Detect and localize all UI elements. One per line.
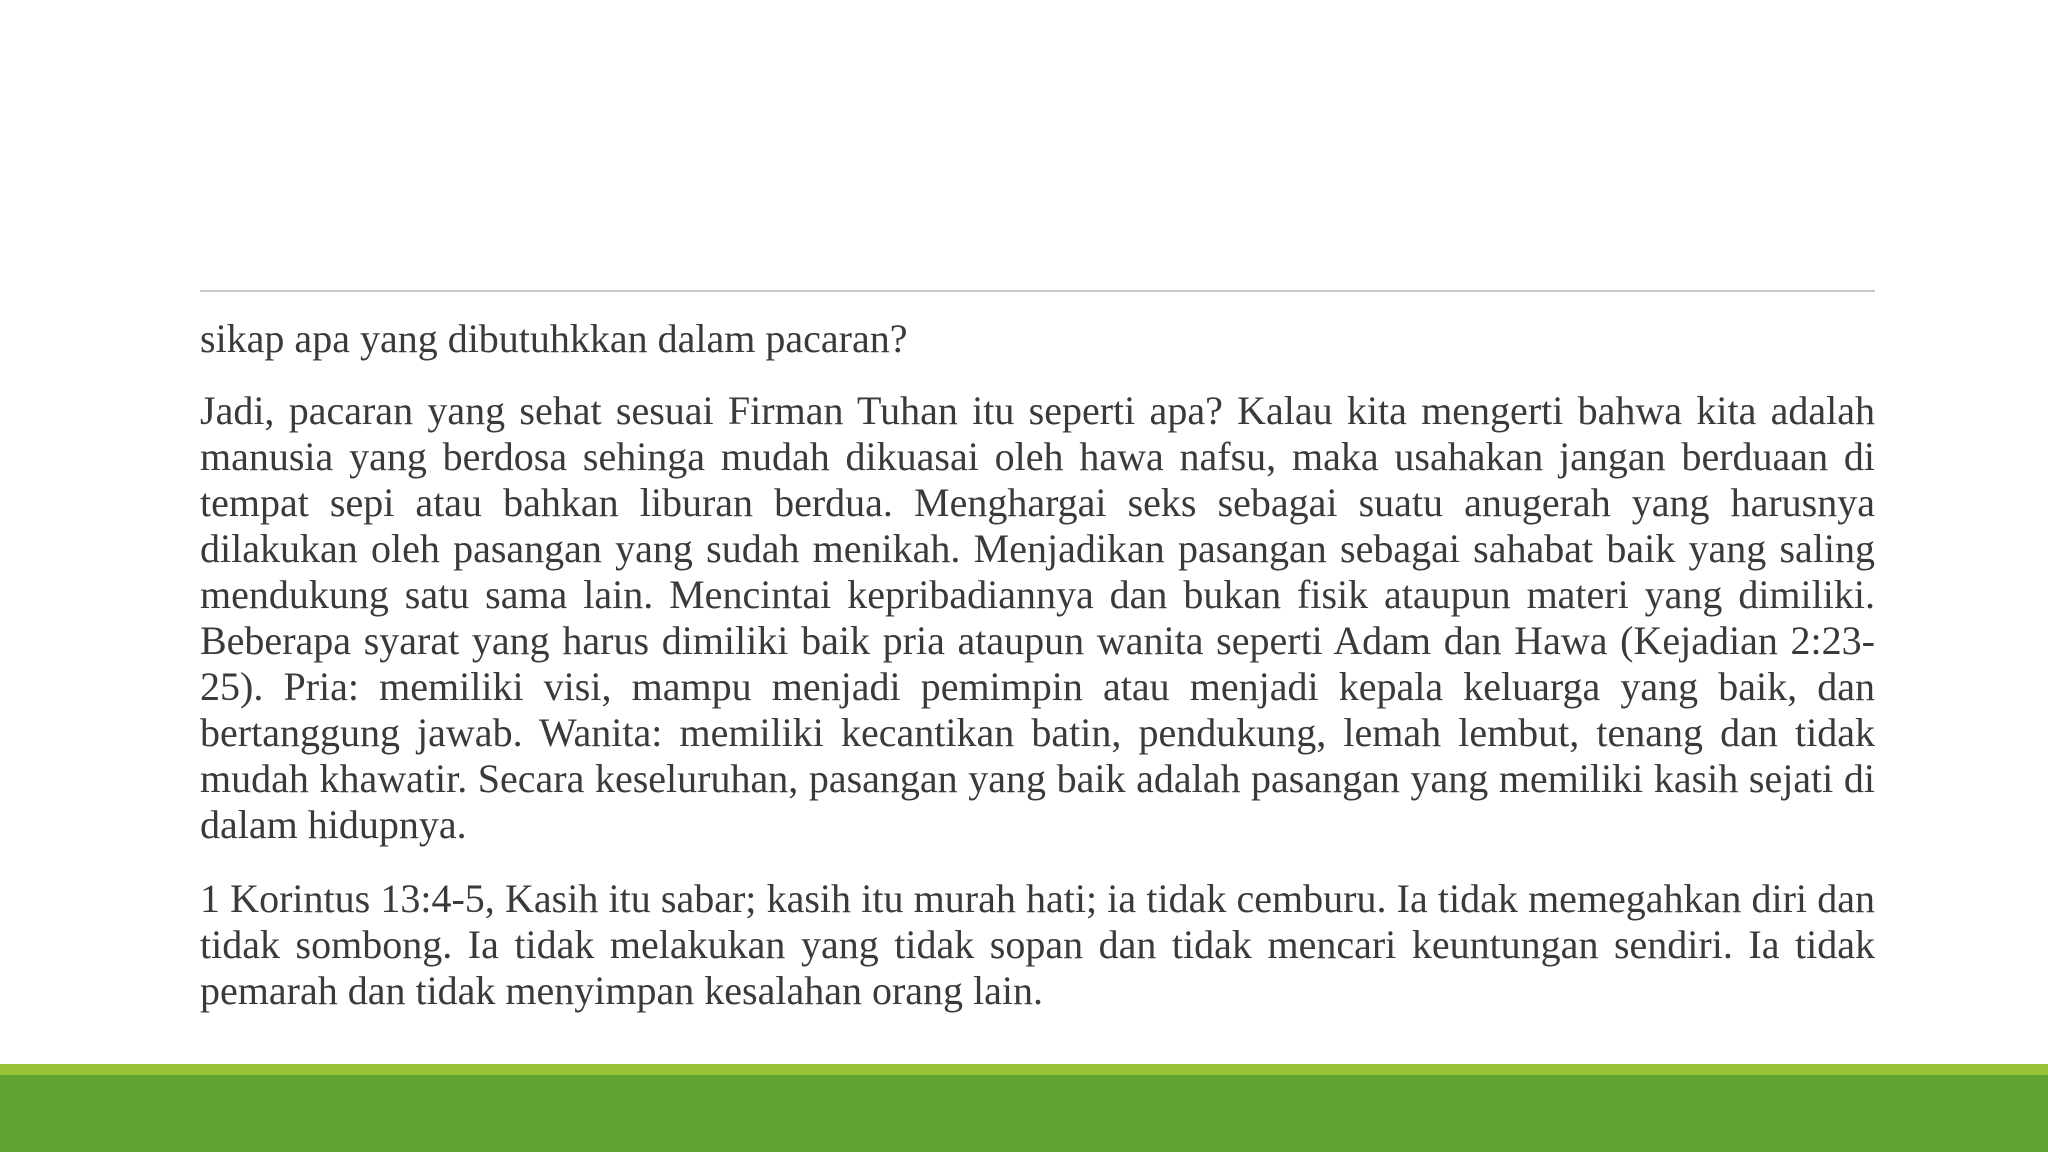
title-divider bbox=[200, 290, 1875, 292]
body-paragraph-2: 1 Korintus 13:4-5, Kasih itu sabar; kasih itu murah hati; ia tidak cemburu. Ia tidak memegahkan diri dan tidak sombong. Ia tidak melakukan yang tidak sopan dan tidak mencari keuntungan sendiri. Ia tidak pemarah dan tidak menyimpan kesalahan orang lain. bbox=[200, 876, 1875, 1013]
lead-question: sikap apa yang dibutuhkkan dalam pacaran? bbox=[200, 316, 908, 361]
body-paragraph-1: Jadi, pacaran yang sehat sesuai Firman Tuhan itu seperti apa? Kalau kita mengerti bahwa kita adalah manusia yang berdosa sehinga mudah dikuasai oleh hawa nafsu, maka usahakan jangan berduaan di tempat sepi atau bahkan liburan berdua. Menghargai seks sebagai suatu anugerah yang harusnya dilakukan oleh pasangan yang sudah menikah. Menjadikan pasangan sebagai sahabat baik yang saling mendukung satu sama lain. Mencintai kepribadiannya dan bukan fisik ataupun materi yang dimiliki. Beberapa syarat yang harus dimiliki baik pria ataupun wanita seperti Adam dan Hawa (Kejadian 2:23-25). Pria: memiliki visi, mampu menjadi pemimpin atau menjadi kepala keluarga yang baik, dan bertanggung jawab. Wanita: memiliki kecantikan batin, pendukung, lemah lembut, tenang dan tidak mudah khawatir. Secara keseluruhan, pasangan yang baik adalah pasangan yang memiliki kasih sejati di dalam hidupnya. bbox=[200, 388, 1875, 847]
slide-body bbox=[200, 316, 1875, 1042]
footer-band-light bbox=[0, 1064, 2048, 1075]
footer-band-dark bbox=[0, 1075, 2048, 1152]
